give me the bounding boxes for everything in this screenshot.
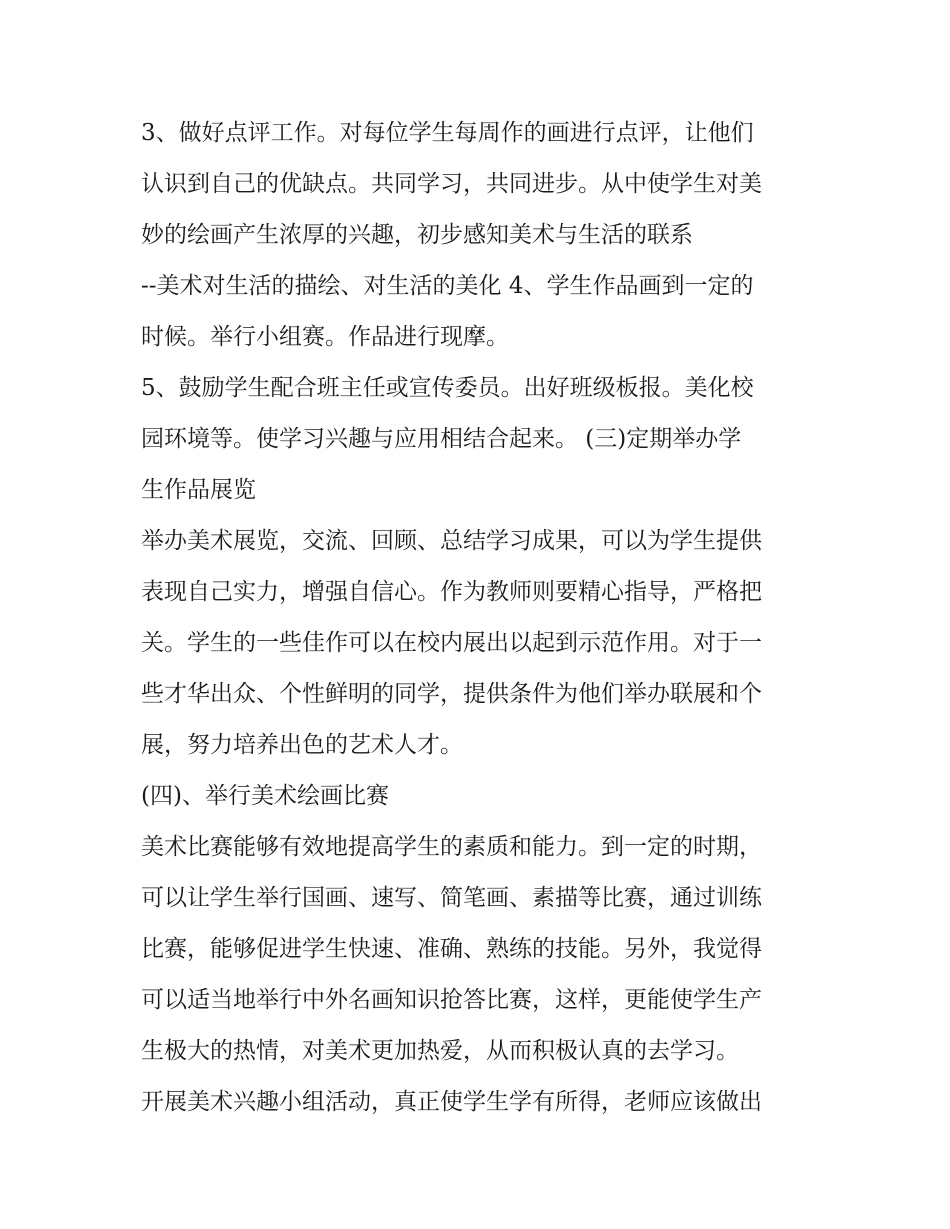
text-line: 表现自己实力，增强自信心。作为教师则要精心指导，严格把	[141, 579, 762, 605]
text-line: 比赛，能够促进学生快速、准确、熟练的技能。另外，我觉得	[141, 936, 762, 962]
text-line: 时候。举行小组赛。作品进行现摩。	[141, 324, 509, 350]
text-line: 生作品展览	[141, 477, 256, 503]
text-line: 关。学生的一些佳作可以在校内展出以起到示范作用。对于一	[141, 630, 762, 656]
text-line: 3、做好点评工作。对每位学生每周作的画进行点评，让他们	[141, 120, 754, 146]
text-line: 可以适当地举行中外名画知识抢答比赛，这样，更能使学生产	[141, 987, 762, 1013]
text-line: 举办美术展览，交流、回顾、总结学习成果，可以为学生提供	[141, 528, 762, 554]
text-line: --美术对生活的描绘、对生活的美化 4、学生作品画到一定的	[141, 273, 754, 299]
section-heading: (四)、举行美术绘画比赛	[141, 783, 389, 809]
text-line: 认识到自己的优缺点。共同学习，共同进步。从中使学生对美	[141, 171, 762, 197]
text-line: 生极大的热情，对美术更加热爱，从而积极认真的去学习。	[141, 1038, 739, 1064]
text-line: 美术比赛能够有效地提高学生的素质和能力。到一定的时期，	[141, 834, 762, 860]
text-line: 妙的绘画产生浓厚的兴趣，初步感知美术与生活的联系	[141, 222, 693, 248]
text-line: 展，努力培养出色的艺术人才。	[141, 732, 463, 758]
text-line: 可以让学生举行国画、速写、简笔画、素描等比赛，通过训练	[141, 885, 762, 911]
text-line: 开展美术兴趣小组活动，真正使学生学有所得，老师应该做出	[141, 1089, 762, 1115]
text-line: 5、鼓励学生配合班主任或宣传委员。出好班级板报。美化校	[141, 375, 754, 401]
text-line: 些才华出众、个性鲜明的同学，提供条件为他们举办联展和个	[141, 681, 762, 707]
text-line: 园环境等。使学习兴趣与应用相结合起来。 (三)定期举办学	[141, 426, 742, 452]
document-body	[141, 108, 821, 1128]
